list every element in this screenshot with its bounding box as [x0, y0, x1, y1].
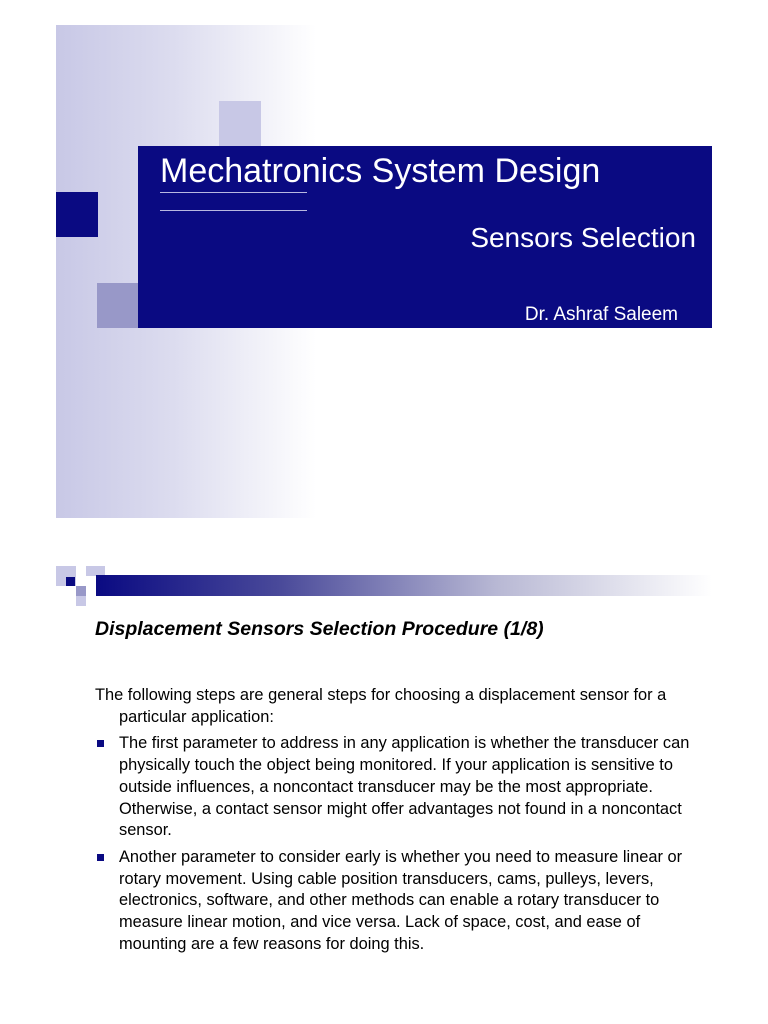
- title-rule: [160, 210, 307, 211]
- decor-square: [219, 101, 261, 146]
- list-item: [95, 733, 695, 842]
- bullet-list: [95, 733, 695, 955]
- author-name: Dr. Ashraf Saleem: [524, 304, 678, 325]
- square-bullet-icon: [97, 740, 104, 747]
- decor-square: [56, 192, 98, 237]
- intro-text: The following steps are general steps for choosing a displacement sensor for a particular application:: [95, 686, 667, 726]
- list-item: [95, 847, 695, 956]
- slide-body: [95, 685, 695, 960]
- decor-square: [76, 586, 86, 596]
- bullet-text: The first parameter to address in any application is whether the transducer can physically touch the object being monitored. If your application is sensitive to outside influences, a noncontact transducer may be the most appropriate. Otherwise, a contact sensor might offer advantages not found in a noncontact sensor.: [119, 734, 690, 840]
- bullet-text: Another parameter to consider early is whether you need to measure linear or rotary movement. Using cable position transducers, cams, pulleys, levers, electronics, software, and other methods can enable a rotary transducer to measure linear motion, and vice versa. Lack of space, cost, and ease of mounting are a few reasons for doing this.: [119, 847, 683, 953]
- slide-heading: Displacement Sensors Selection Procedure (1/8): [95, 618, 544, 640]
- decor-square: [76, 596, 86, 606]
- title-rule: [160, 192, 307, 193]
- slide-title: Mechatronics System Design: [160, 152, 601, 190]
- decor-square: [66, 577, 75, 586]
- header-gradient-bar: [96, 575, 712, 596]
- square-bullet-icon: [97, 854, 104, 861]
- slide-subtitle: Sensors Selection: [470, 222, 696, 253]
- decor-square: [97, 283, 138, 328]
